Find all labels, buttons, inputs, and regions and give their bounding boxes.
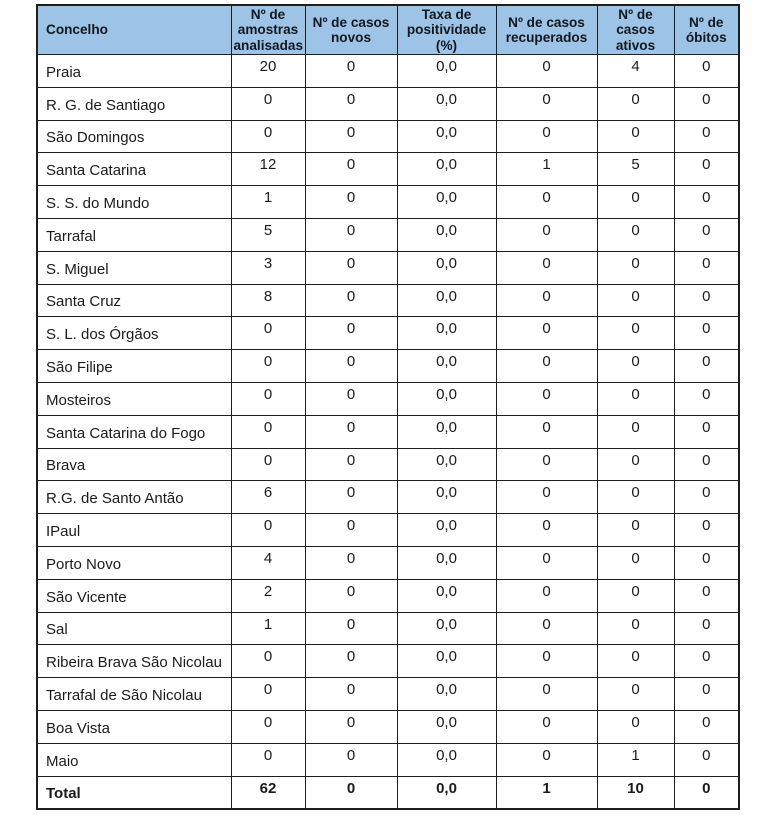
casos-recuperados-cell: 0 [496, 55, 597, 88]
column-header-casos-recuperados: Nº de casos recuperados [496, 5, 597, 55]
taxa-positividade-cell: 0,0 [397, 743, 496, 776]
casos-recuperados-cell: 0 [496, 284, 597, 317]
casos-ativos-cell: 0 [597, 186, 674, 219]
taxa-positividade-cell: 0,0 [397, 55, 496, 88]
column-header-concelho: Concelho [37, 5, 231, 55]
amostras-cell: 12 [231, 153, 305, 186]
taxa-positividade-cell: 0,0 [397, 547, 496, 580]
casos-recuperados-cell: 0 [496, 678, 597, 711]
casos-novos-cell: 0 [305, 317, 397, 350]
concelho-cell: São Vicente [37, 579, 231, 612]
casos-novos-cell: 0 [305, 645, 397, 678]
casos-recuperados-cell: 0 [496, 514, 597, 547]
casos-recuperados-cell: 0 [496, 120, 597, 153]
casos-novos-cell: 0 [305, 481, 397, 514]
amostras-cell: 8 [231, 284, 305, 317]
casos-ativos-cell: 0 [597, 415, 674, 448]
table-row [37, 186, 739, 219]
obitos-cell: 0 [674, 219, 739, 252]
concelho-cell: IPaul [37, 514, 231, 547]
table-row [37, 153, 739, 186]
casos-ativos-cell: 0 [597, 120, 674, 153]
obitos-cell: 0 [674, 579, 739, 612]
obitos-cell: 0 [674, 547, 739, 580]
concelho-cell: Praia [37, 55, 231, 88]
table-row [37, 120, 739, 153]
casos-ativos-cell: 0 [597, 284, 674, 317]
casos-ativos-cell: 0 [597, 547, 674, 580]
amostras-cell: 4 [231, 547, 305, 580]
casos-novos-cell: 0 [305, 711, 397, 744]
concelho-cell: R. G. de Santiago [37, 87, 231, 120]
casos-novos-cell: 0 [305, 579, 397, 612]
casos-novos-cell: 0 [305, 383, 397, 416]
casos-ativos-cell: 5 [597, 153, 674, 186]
casos-ativos-cell: 0 [597, 251, 674, 284]
total-recuperados: 1 [496, 776, 597, 809]
taxa-positividade-cell: 0,0 [397, 711, 496, 744]
casos-ativos-cell: 0 [597, 579, 674, 612]
table-row [37, 711, 739, 744]
table-row [37, 645, 739, 678]
concelho-cell: Santa Catarina do Fogo [37, 415, 231, 448]
taxa-positividade-cell: 0,0 [397, 153, 496, 186]
obitos-cell: 0 [674, 284, 739, 317]
concelho-cell: Brava [37, 448, 231, 481]
casos-novos-cell: 0 [305, 284, 397, 317]
taxa-positividade-cell: 0,0 [397, 350, 496, 383]
casos-recuperados-cell: 0 [496, 219, 597, 252]
obitos-cell: 0 [674, 645, 739, 678]
amostras-cell: 0 [231, 645, 305, 678]
amostras-cell: 3 [231, 251, 305, 284]
concelho-cell: Ribeira Brava São Nicolau [37, 645, 231, 678]
table-row [37, 317, 739, 350]
table-body [37, 55, 739, 777]
taxa-positividade-cell: 0,0 [397, 317, 496, 350]
table-row [37, 219, 739, 252]
concelho-cell: S. Miguel [37, 251, 231, 284]
casos-ativos-cell: 1 [597, 743, 674, 776]
taxa-positividade-cell: 0,0 [397, 186, 496, 219]
taxa-positividade-cell: 0,0 [397, 284, 496, 317]
casos-recuperados-cell: 0 [496, 383, 597, 416]
obitos-cell: 0 [674, 415, 739, 448]
casos-ativos-cell: 0 [597, 612, 674, 645]
amostras-cell: 0 [231, 514, 305, 547]
taxa-positividade-cell: 0,0 [397, 120, 496, 153]
obitos-cell: 0 [674, 153, 739, 186]
table-row [37, 743, 739, 776]
amostras-cell: 0 [231, 743, 305, 776]
amostras-cell: 0 [231, 678, 305, 711]
total-ativos: 10 [597, 776, 674, 809]
concelho-cell: Porto Novo [37, 547, 231, 580]
table-row [37, 383, 739, 416]
casos-ativos-cell: 0 [597, 514, 674, 547]
concelho-cell: Sal [37, 612, 231, 645]
concelho-cell: São Filipe [37, 350, 231, 383]
obitos-cell: 0 [674, 711, 739, 744]
casos-ativos-cell: 0 [597, 383, 674, 416]
table-row [37, 481, 739, 514]
casos-ativos-cell: 0 [597, 350, 674, 383]
casos-recuperados-cell: 0 [496, 711, 597, 744]
taxa-positividade-cell: 0,0 [397, 678, 496, 711]
casos-recuperados-cell: 1 [496, 153, 597, 186]
casos-recuperados-cell: 0 [496, 547, 597, 580]
concelho-cell: Maio [37, 743, 231, 776]
obitos-cell: 0 [674, 383, 739, 416]
obitos-cell: 0 [674, 186, 739, 219]
amostras-cell: 0 [231, 448, 305, 481]
casos-recuperados-cell: 0 [496, 481, 597, 514]
casos-recuperados-cell: 0 [496, 448, 597, 481]
taxa-positividade-cell: 0,0 [397, 579, 496, 612]
column-header-casos-ativos: Nº de casos ativos [597, 5, 674, 55]
concelho-cell: Boa Vista [37, 711, 231, 744]
taxa-positividade-cell: 0,0 [397, 87, 496, 120]
taxa-positividade-cell: 0,0 [397, 481, 496, 514]
amostras-cell: 2 [231, 579, 305, 612]
casos-ativos-cell: 0 [597, 448, 674, 481]
concelho-cell: São Domingos [37, 120, 231, 153]
casos-ativos-cell: 0 [597, 219, 674, 252]
amostras-cell: 5 [231, 219, 305, 252]
obitos-cell: 0 [674, 678, 739, 711]
covid-concelhos-table [36, 4, 740, 810]
casos-novos-cell: 0 [305, 120, 397, 153]
casos-novos-cell: 0 [305, 514, 397, 547]
casos-novos-cell: 0 [305, 55, 397, 88]
casos-recuperados-cell: 0 [496, 579, 597, 612]
casos-novos-cell: 0 [305, 612, 397, 645]
amostras-cell: 0 [231, 415, 305, 448]
casos-recuperados-cell: 0 [496, 251, 597, 284]
casos-novos-cell: 0 [305, 251, 397, 284]
obitos-cell: 0 [674, 481, 739, 514]
casos-ativos-cell: 0 [597, 481, 674, 514]
casos-novos-cell: 0 [305, 153, 397, 186]
casos-recuperados-cell: 0 [496, 317, 597, 350]
table-row [37, 678, 739, 711]
casos-ativos-cell: 0 [597, 87, 674, 120]
taxa-positividade-cell: 0,0 [397, 448, 496, 481]
column-header-casos-novos: Nº de casos novos [305, 5, 397, 55]
amostras-cell: 0 [231, 350, 305, 383]
obitos-cell: 0 [674, 251, 739, 284]
concelho-cell: Santa Catarina [37, 153, 231, 186]
obitos-cell: 0 [674, 55, 739, 88]
concelho-cell: Tarrafal de São Nicolau [37, 678, 231, 711]
amostras-cell: 0 [231, 120, 305, 153]
casos-novos-cell: 0 [305, 678, 397, 711]
casos-novos-cell: 0 [305, 415, 397, 448]
amostras-cell: 0 [231, 711, 305, 744]
obitos-cell: 0 [674, 448, 739, 481]
concelho-cell: S. S. do Mundo [37, 186, 231, 219]
casos-recuperados-cell: 0 [496, 743, 597, 776]
total-obitos: 0 [674, 776, 739, 809]
table-row [37, 547, 739, 580]
table-row [37, 415, 739, 448]
table-row [37, 612, 739, 645]
table-row [37, 87, 739, 120]
casos-recuperados-cell: 0 [496, 350, 597, 383]
column-header-obitos: Nº de óbitos [674, 5, 739, 55]
casos-novos-cell: 0 [305, 350, 397, 383]
taxa-positividade-cell: 0,0 [397, 219, 496, 252]
table-row [37, 579, 739, 612]
table-row [37, 514, 739, 547]
table-row [37, 448, 739, 481]
casos-ativos-cell: 0 [597, 711, 674, 744]
obitos-cell: 0 [674, 612, 739, 645]
taxa-positividade-cell: 0,0 [397, 514, 496, 547]
taxa-positividade-cell: 0,0 [397, 612, 496, 645]
casos-novos-cell: 0 [305, 743, 397, 776]
casos-novos-cell: 0 [305, 448, 397, 481]
amostras-cell: 0 [231, 87, 305, 120]
concelho-cell: Santa Cruz [37, 284, 231, 317]
obitos-cell: 0 [674, 317, 739, 350]
casos-recuperados-cell: 0 [496, 415, 597, 448]
taxa-positividade-cell: 0,0 [397, 251, 496, 284]
concelho-cell: S. L. dos Órgãos [37, 317, 231, 350]
taxa-positividade-cell: 0,0 [397, 415, 496, 448]
casos-ativos-cell: 0 [597, 645, 674, 678]
amostras-cell: 20 [231, 55, 305, 88]
table-row [37, 251, 739, 284]
amostras-cell: 0 [231, 317, 305, 350]
obitos-cell: 0 [674, 743, 739, 776]
header-row [37, 5, 739, 55]
total-amostras: 62 [231, 776, 305, 809]
obitos-cell: 0 [674, 87, 739, 120]
concelho-cell: Tarrafal [37, 219, 231, 252]
casos-novos-cell: 0 [305, 219, 397, 252]
casos-novos-cell: 0 [305, 87, 397, 120]
casos-recuperados-cell: 0 [496, 645, 597, 678]
casos-recuperados-cell: 0 [496, 612, 597, 645]
casos-recuperados-cell: 0 [496, 186, 597, 219]
total-taxa: 0,0 [397, 776, 496, 809]
concelho-cell: R.G. de Santo Antão [37, 481, 231, 514]
concelho-cell: Mosteiros [37, 383, 231, 416]
table-row [37, 350, 739, 383]
table-row [37, 284, 739, 317]
amostras-cell: 0 [231, 383, 305, 416]
total-row [37, 776, 739, 809]
casos-ativos-cell: 0 [597, 678, 674, 711]
taxa-positividade-cell: 0,0 [397, 383, 496, 416]
obitos-cell: 0 [674, 350, 739, 383]
amostras-cell: 1 [231, 612, 305, 645]
total-label: Total [37, 776, 231, 809]
taxa-positividade-cell: 0,0 [397, 645, 496, 678]
column-header-amostras-analisadas: Nº de amostras analisadas [231, 5, 305, 55]
amostras-cell: 1 [231, 186, 305, 219]
total-novos: 0 [305, 776, 397, 809]
casos-ativos-cell: 4 [597, 55, 674, 88]
column-header-taxa-positividade: Taxa de positividade (%) [397, 5, 496, 55]
obitos-cell: 0 [674, 120, 739, 153]
casos-novos-cell: 0 [305, 186, 397, 219]
table-row [37, 55, 739, 88]
amostras-cell: 6 [231, 481, 305, 514]
obitos-cell: 0 [674, 514, 739, 547]
casos-recuperados-cell: 0 [496, 87, 597, 120]
casos-ativos-cell: 0 [597, 317, 674, 350]
casos-novos-cell: 0 [305, 547, 397, 580]
